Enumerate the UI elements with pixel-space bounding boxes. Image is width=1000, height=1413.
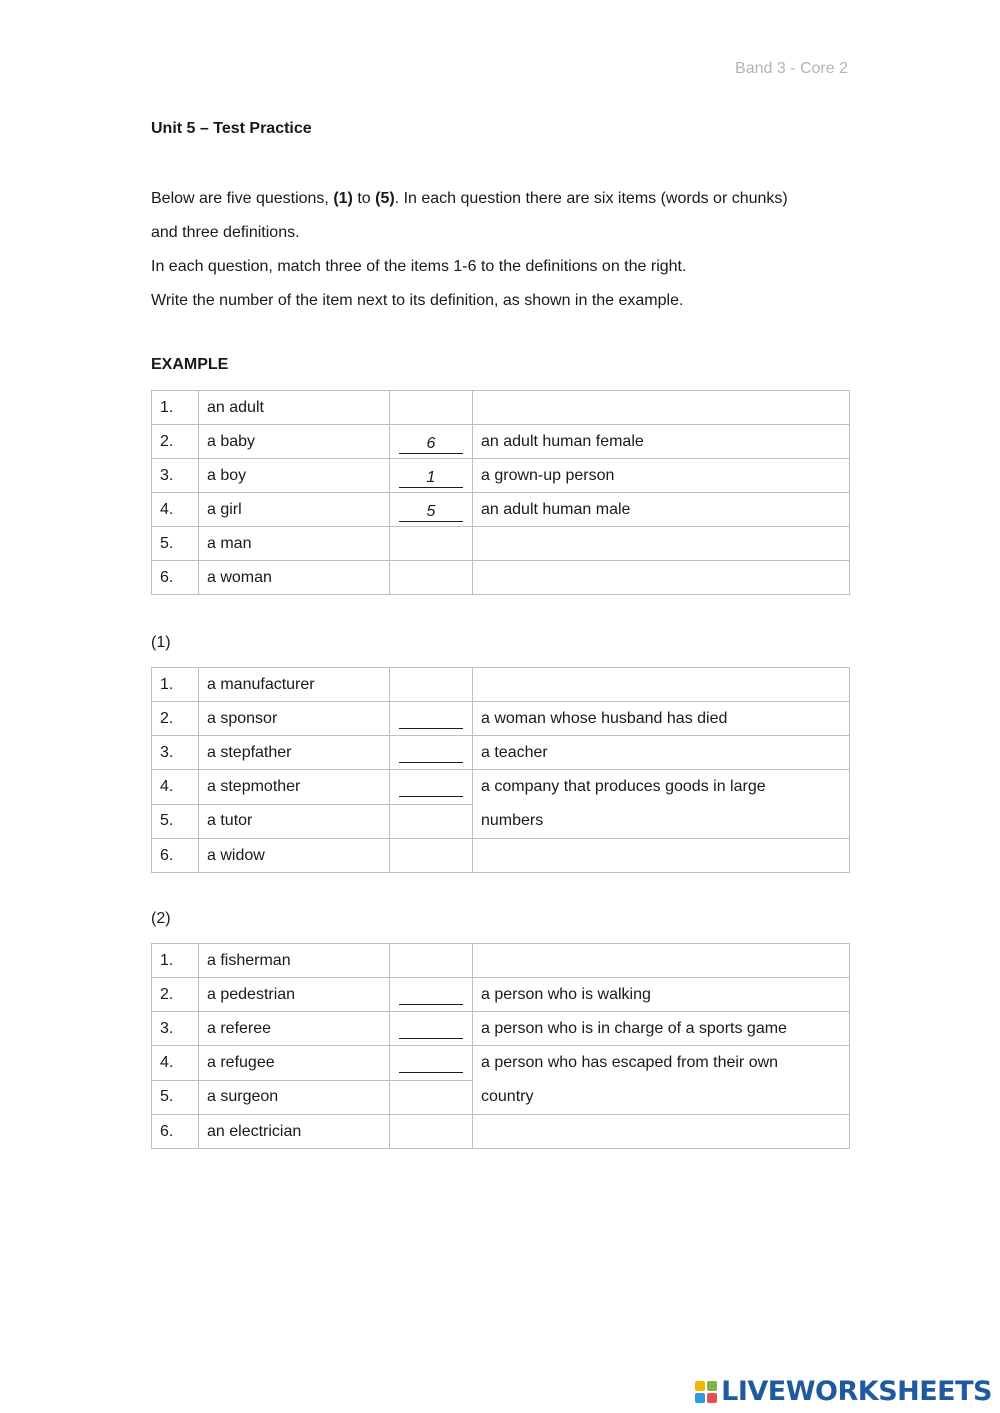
item-text: an adult xyxy=(199,391,390,425)
item-text: a sponsor xyxy=(199,702,390,736)
table-row xyxy=(152,527,850,561)
answer-cell xyxy=(390,561,473,595)
definition-cell xyxy=(473,1046,850,1115)
table-row xyxy=(152,839,850,873)
definition-cell xyxy=(473,944,850,978)
item-number: 1. xyxy=(152,944,199,978)
item-number: 6. xyxy=(152,561,199,595)
logo-text: LIVEWORKSHEETS xyxy=(721,1376,992,1407)
example-table xyxy=(151,390,850,595)
answer-cell xyxy=(390,493,473,527)
item-text: a girl xyxy=(199,493,390,527)
table-row xyxy=(152,493,850,527)
question-1-label: (1) xyxy=(151,634,171,651)
answer-cell xyxy=(390,425,473,459)
instructions-line-1: Below are five questions, (1) to (5). In each question there are six items (words or chunks) xyxy=(151,190,788,207)
question-1-table xyxy=(151,667,850,873)
definition-text: a company that produces goods in large xyxy=(481,778,766,795)
table-row xyxy=(152,978,850,1012)
answer-cell xyxy=(390,1080,473,1115)
item-number: 4. xyxy=(152,1046,199,1081)
answer-cell xyxy=(390,527,473,561)
item-text: a stepfather xyxy=(199,736,390,770)
definition-cell xyxy=(473,668,850,702)
item-number: 5. xyxy=(152,804,199,839)
item-text: a surgeon xyxy=(199,1080,390,1115)
table-row xyxy=(152,425,850,459)
item-number: 5. xyxy=(152,527,199,561)
item-text: a refugee xyxy=(199,1046,390,1081)
example-answer: 5 xyxy=(399,503,463,522)
table-row xyxy=(152,561,850,595)
table-row xyxy=(152,668,850,702)
definition-text: a teacher xyxy=(473,736,850,770)
logo-mark-icon xyxy=(695,1381,717,1403)
question-2-label: (2) xyxy=(151,910,171,927)
example-answer: 6 xyxy=(399,435,463,454)
item-text: a woman xyxy=(199,561,390,595)
definition-text: an adult human male xyxy=(473,493,850,527)
example-answer: 1 xyxy=(399,469,463,488)
definition-text: a person who is walking xyxy=(473,978,850,1012)
item-number: 6. xyxy=(152,1115,199,1149)
item-text: a stepmother xyxy=(199,770,390,805)
header-band-label: Band 3 - Core 2 xyxy=(735,60,848,77)
answer-cell xyxy=(390,770,473,805)
answer-cell xyxy=(390,1012,473,1046)
answer-cell xyxy=(390,944,473,978)
item-number: 2. xyxy=(152,978,199,1012)
table-row xyxy=(152,1012,850,1046)
definition-text-continued: numbers xyxy=(481,812,544,829)
item-number: 5. xyxy=(152,1080,199,1115)
liveworksheets-logo[interactable] xyxy=(695,1376,992,1407)
definition-cell xyxy=(473,561,850,595)
answer-cell xyxy=(390,978,473,1012)
table-row xyxy=(152,702,850,736)
definition-cell xyxy=(473,1115,850,1149)
answer-cell xyxy=(390,391,473,425)
item-text: a referee xyxy=(199,1012,390,1046)
answer-cell xyxy=(390,839,473,873)
item-text: a manufacturer xyxy=(199,668,390,702)
answer-blank[interactable] xyxy=(399,1054,463,1073)
table-row xyxy=(152,1046,850,1081)
item-text: a fisherman xyxy=(199,944,390,978)
instructions-line-3: In each question, match three of the items 1-6 to the definitions on the right. xyxy=(151,258,687,275)
definition-text: a grown-up person xyxy=(473,459,850,493)
answer-cell xyxy=(390,736,473,770)
item-text: a widow xyxy=(199,839,390,873)
item-number: 3. xyxy=(152,1012,199,1046)
table-row xyxy=(152,770,850,805)
definition-text: a person who is in charge of a sports game xyxy=(473,1012,850,1046)
answer-cell xyxy=(390,668,473,702)
question-2-table xyxy=(151,943,850,1149)
definition-text: a woman whose husband has died xyxy=(473,702,850,736)
answer-cell xyxy=(390,1115,473,1149)
item-number: 4. xyxy=(152,770,199,805)
definition-cell xyxy=(473,391,850,425)
item-text: a baby xyxy=(199,425,390,459)
item-number: 1. xyxy=(152,391,199,425)
instructions-line-2: and three definitions. xyxy=(151,224,300,241)
answer-blank[interactable] xyxy=(399,744,463,763)
item-number: 3. xyxy=(152,459,199,493)
definition-text: a person who has escaped from their own xyxy=(481,1054,779,1071)
item-text: a boy xyxy=(199,459,390,493)
item-number: 1. xyxy=(152,668,199,702)
item-number: 2. xyxy=(152,702,199,736)
item-text: a pedestrian xyxy=(199,978,390,1012)
item-text: a man xyxy=(199,527,390,561)
item-number: 4. xyxy=(152,493,199,527)
instructions xyxy=(151,182,851,318)
example-label: EXAMPLE xyxy=(151,356,229,373)
answer-blank[interactable] xyxy=(399,710,463,729)
item-number: 6. xyxy=(152,839,199,873)
definition-cell xyxy=(473,527,850,561)
table-row xyxy=(152,459,850,493)
answer-blank[interactable] xyxy=(399,1020,463,1039)
item-number: 2. xyxy=(152,425,199,459)
answer-blank[interactable] xyxy=(399,986,463,1005)
definition-cell xyxy=(473,770,850,839)
item-text: a tutor xyxy=(199,804,390,839)
item-text: an electrician xyxy=(199,1115,390,1149)
instructions-line-4: Write the number of the item next to its definition, as shown in the example. xyxy=(151,292,684,309)
answer-cell xyxy=(390,1046,473,1081)
definition-text-continued: country xyxy=(481,1088,534,1105)
item-number: 3. xyxy=(152,736,199,770)
definition-text: an adult human female xyxy=(473,425,850,459)
answer-cell xyxy=(390,702,473,736)
table-row xyxy=(152,1115,850,1149)
table-row xyxy=(152,944,850,978)
answer-cell xyxy=(390,804,473,839)
answer-blank[interactable] xyxy=(399,778,463,797)
answer-cell xyxy=(390,459,473,493)
table-row xyxy=(152,736,850,770)
page-title: Unit 5 – Test Practice xyxy=(151,120,312,137)
definition-cell xyxy=(473,839,850,873)
table-row xyxy=(152,391,850,425)
